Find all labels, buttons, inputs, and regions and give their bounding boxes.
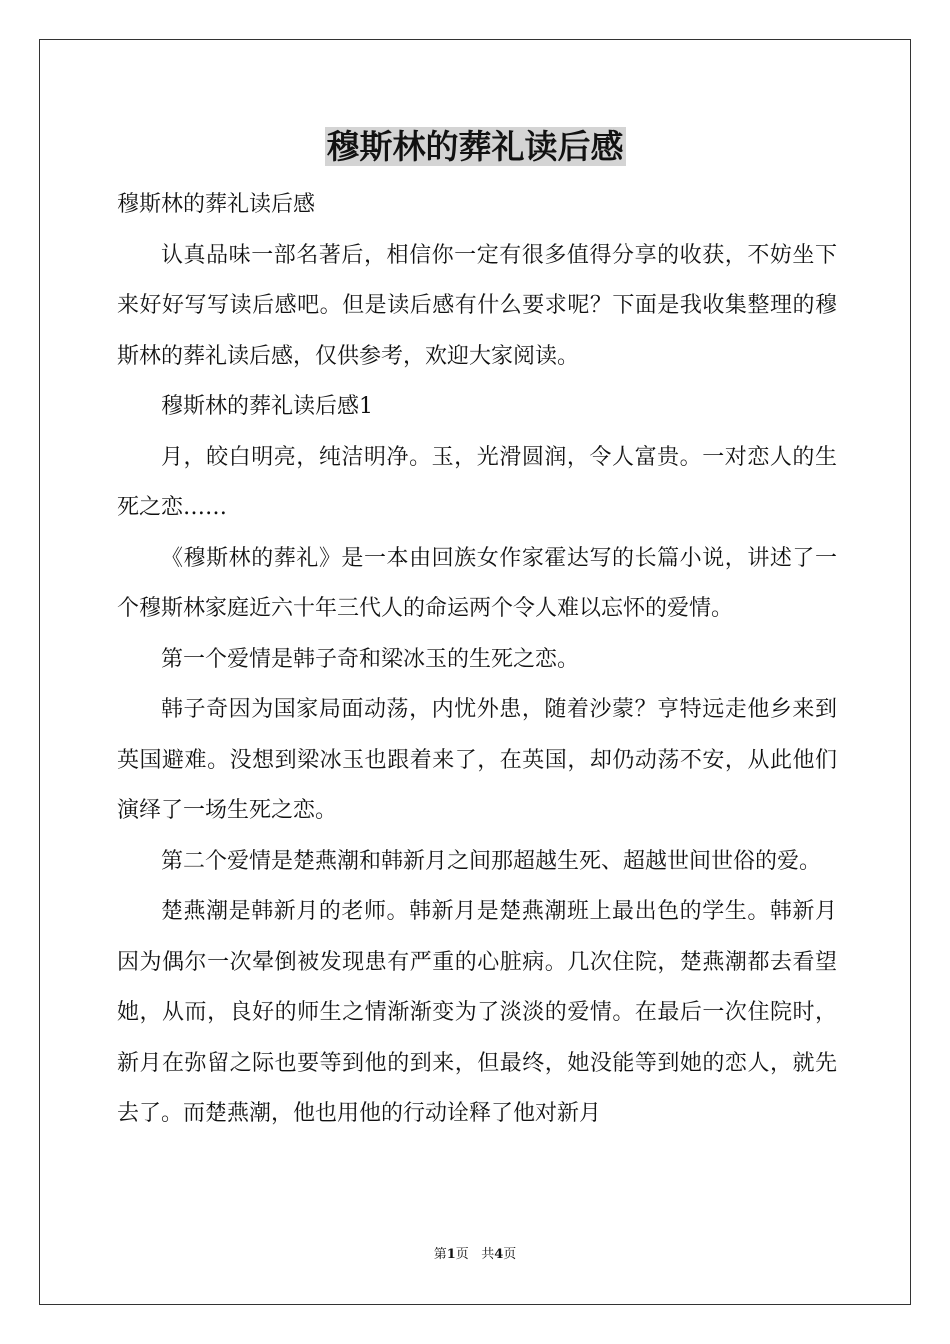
body-paragraph: 《穆斯林的葬礼》是一本由回族女作家霍达写的长篇小说，讲述了一个穆斯林家庭近六十年三代人的命运两个令人难以忘怀的爱情。 xyxy=(117,545,837,621)
total-prefix: 共 xyxy=(481,1247,495,1262)
document-title xyxy=(0,124,950,170)
total-suffix: 页 xyxy=(503,1247,517,1262)
page-suffix: 页 xyxy=(455,1247,469,1262)
document-body xyxy=(117,180,837,1140)
page-total: 4 xyxy=(494,1247,504,1262)
section-heading: 穆斯林的葬礼读后感1 xyxy=(161,394,373,419)
body-paragraph: 第一个爱情是韩子奇和梁冰玉的生死之恋。 xyxy=(161,646,580,672)
body-paragraph: 韩子奇因为国家局面动荡，内忧外患，随着沙蒙？亨特远走他乡来到英国避难。没想到梁冰玉也跟着来了，在英国，却仍动荡不安，从此他们演绎了一场生死之恋。 xyxy=(117,697,837,823)
body-paragraph: 月，皎白明亮，纯洁明净。玉，光滑圆润，令人富贵。一对恋人的生死之恋…… xyxy=(117,444,837,520)
page-footer xyxy=(0,1245,950,1265)
body-paragraph: 第二个爱情是楚燕潮和韩新月之间那超越生死、超越世间世俗的爱。 xyxy=(161,848,822,874)
document-title-text: 穆斯林的葬礼读后感 xyxy=(326,127,624,166)
subtitle-line: 穆斯林的葬礼读后感 xyxy=(117,192,316,217)
intro-paragraph: 认真品味一部名著后，相信你一定有很多值得分享的收获，不妨坐下来好好写写读后感吧。但是读后感有什么要求呢？下面是我收集整理的穆斯林的葬礼读后感，仅供参考，欢迎大家阅读。 xyxy=(117,242,837,369)
body-paragraph: 楚燕潮是韩新月的老师。韩新月是楚燕潮班上最出色的学生。韩新月因为偶尔一次晕倒被发现患有严重的心脏病。几次住院，楚燕潮都去看望她，从而，良好的师生之情渐渐变为了淡淡的爱情。在最后一次住院时，新月在弥留之际也要等到他的到来，但最终，她没能等到她的恋人，就先去了。而楚燕潮，他也用他的行动诠释了他对新月 xyxy=(117,899,837,1126)
page-prefix: 第 xyxy=(433,1247,447,1262)
page-current: 1 xyxy=(446,1247,456,1262)
